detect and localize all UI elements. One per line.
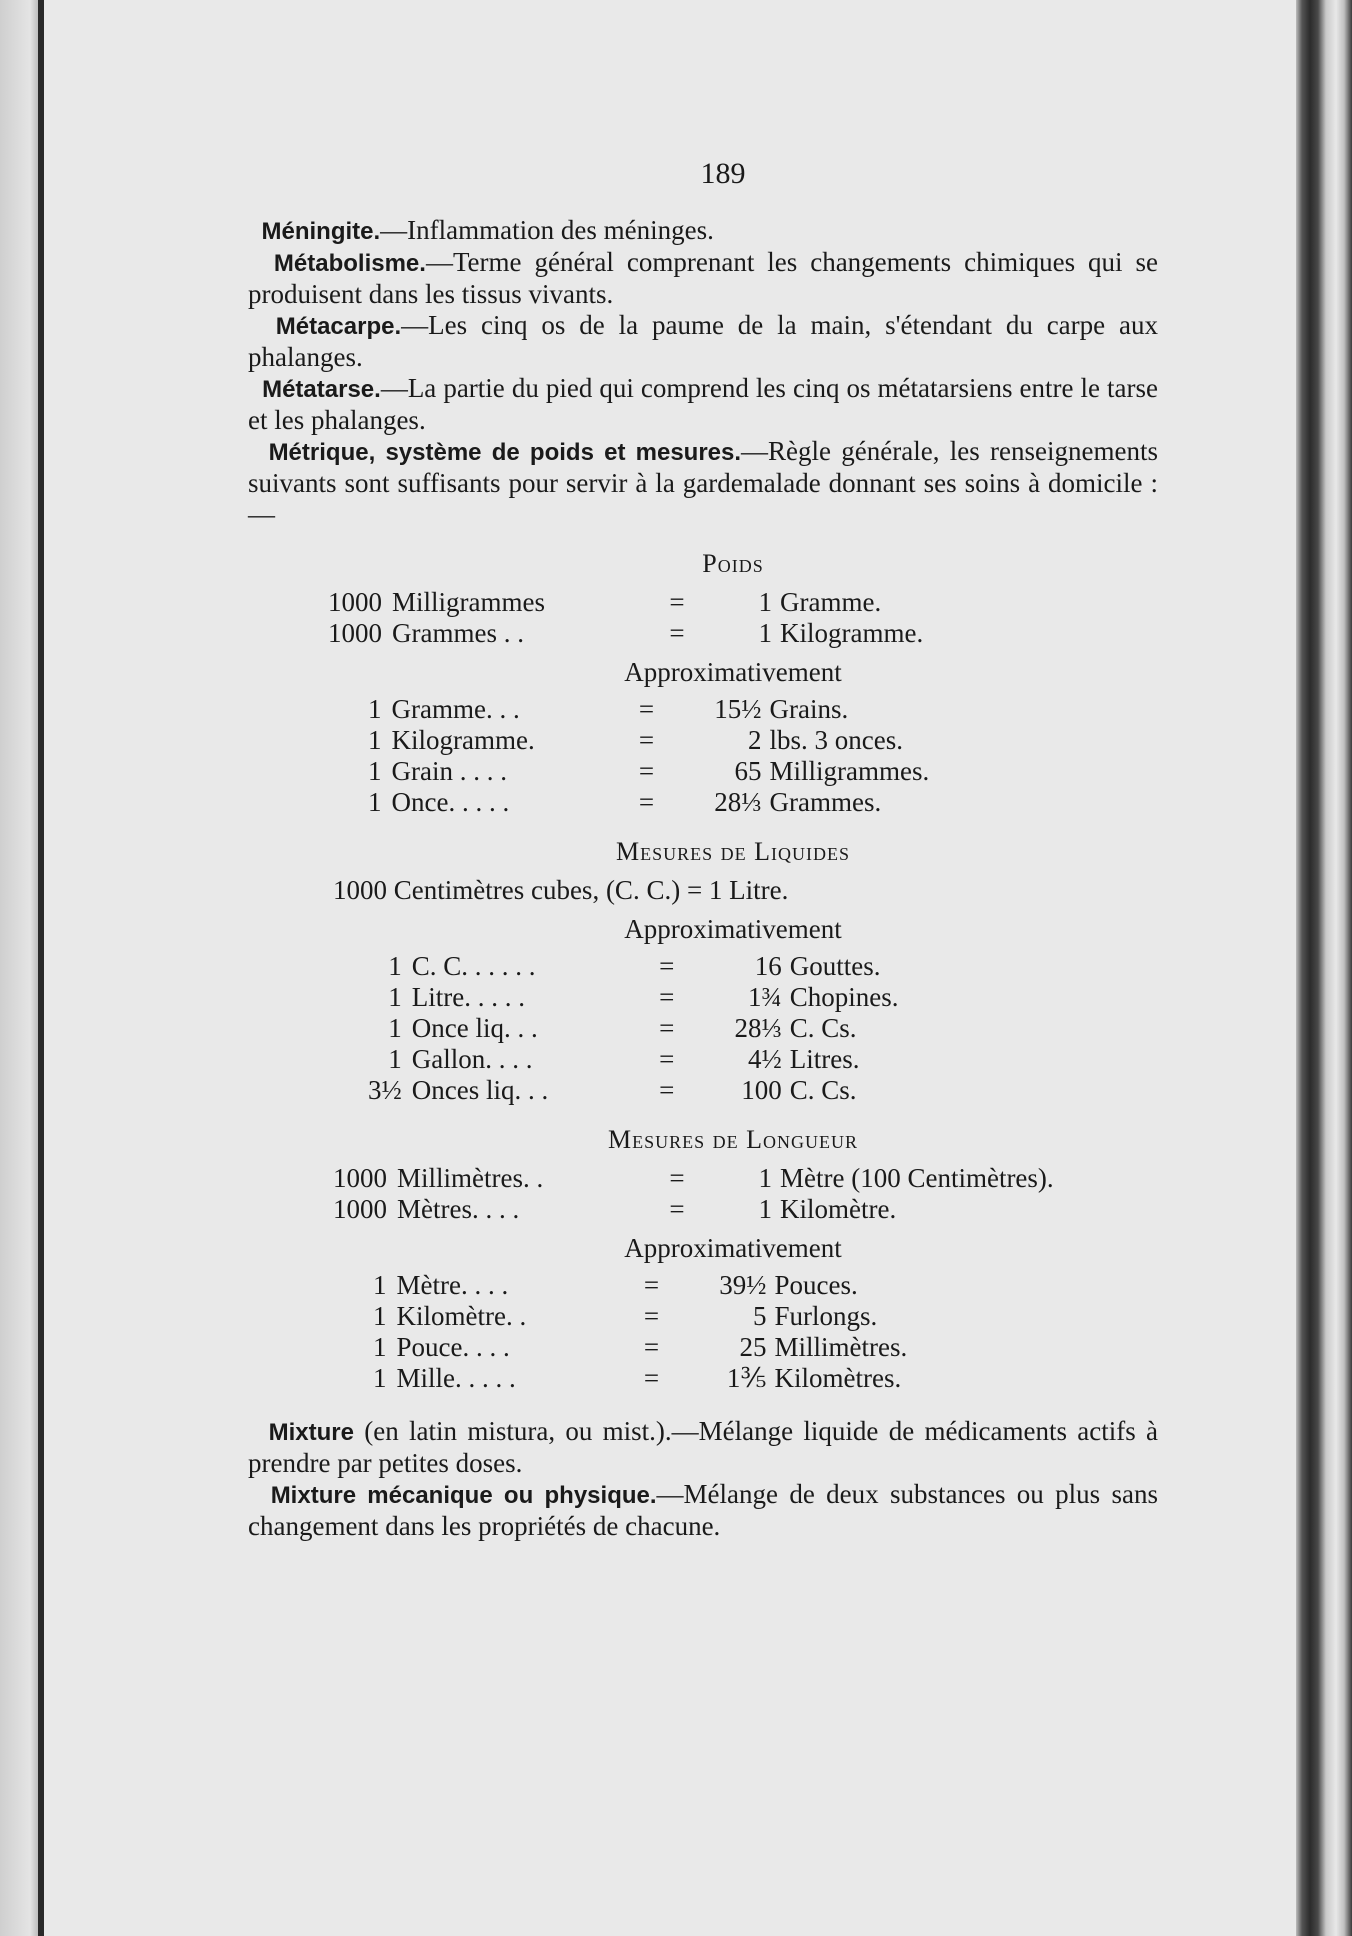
table-row: 1000 Grammes . . = 1 Kilogramme. bbox=[328, 618, 924, 648]
section-title-poids: Poids bbox=[702, 549, 764, 578]
book-spine-edge bbox=[1296, 0, 1352, 1936]
table-row: 1 C. C. . . . . . = 16 Gouttes. bbox=[388, 951, 881, 981]
entry-metacarpe: Métacarpe.—Les cinq os de la paume de la main, s'étendant du carpe aux phalanges. bbox=[248, 310, 1159, 372]
liquides-main-line: 1000 Centimètres cubes, (C. C.) = 1 Litre. bbox=[333, 875, 789, 905]
table-row: 1 Grain . . . . = 65 Milligrammes. bbox=[368, 756, 930, 786]
table-longueur-approx bbox=[373, 1270, 907, 1394]
entry-metrique: Métrique, système de poids et mesures.—Règle générale, les renseignements suivants sont suffisants pour servir à la gardemalade donnant ses soins à domicile :— bbox=[248, 436, 1158, 529]
table-poids-approx bbox=[368, 694, 929, 818]
table-row: 1 Once liq. . . = 28⅓ C. Cs. bbox=[388, 1013, 857, 1043]
table-row: 1 Gallon. . . . = 4½ Litres. bbox=[388, 1044, 860, 1074]
table-row: 1000 Milligrammes = 1 Gramme. bbox=[328, 587, 882, 617]
entry-mixture-mecanique: Mixture mécanique ou physique.—Mélange de deux substances ou plus sans changement dans les propriétés de chacune. bbox=[248, 1479, 1158, 1541]
entry-metatarse: Métatarse.—La partie du pied qui comprend les cinq os métatarsiens entre le tarse et les phalanges. bbox=[248, 373, 1158, 435]
table-row: 1 Pouce. . . . = 25 Millimètres. bbox=[373, 1332, 908, 1362]
table-row: 3½ Onces liq. . . = 100 C. Cs. bbox=[368, 1075, 857, 1105]
table-row: 1000 Mètres. . . . = 1 Kilomètre. bbox=[333, 1194, 897, 1224]
approx-label-longueur: Approximativement bbox=[624, 1233, 842, 1263]
table-row: 1 Litre. . . . . = 1¾ Chopines. bbox=[388, 982, 899, 1012]
approx-label-poids: Approximativement bbox=[624, 657, 842, 687]
table-row: 1 Mille. . . . . = 1⅗ Kilomètres. bbox=[373, 1363, 902, 1393]
table-longueur bbox=[333, 1163, 1054, 1225]
page-left-edge bbox=[0, 0, 38, 1936]
table-liquides-approx bbox=[368, 951, 899, 1106]
entries-top bbox=[248, 215, 1158, 530]
table-poids bbox=[328, 587, 923, 649]
table-row: 1 Kilogramme. = 2 lbs. 3 onces. bbox=[368, 725, 903, 755]
table-row: 1 Gramme. . . = 15½ Grains. bbox=[368, 694, 849, 724]
table-row: 1 Kilomètre. . = 5 Furlongs. bbox=[373, 1301, 878, 1331]
entries-bottom bbox=[248, 1416, 1158, 1542]
entry-metabolisme: Métabolisme.—Terme général comprenant les changements chimiques qui se produisent dans les tissus vivants. bbox=[248, 247, 1158, 309]
approx-label-liquides: Approximativement bbox=[624, 914, 842, 944]
page-number: 189 bbox=[700, 157, 746, 190]
section-title-liquides: Mesures de Liquides bbox=[615, 837, 850, 866]
entry-meningite: Méningite.—Inflammation des méninges. bbox=[261, 215, 714, 245]
entry-mixture: Mixture (en latin mistura, ou mist.).—Mélange liquide de médicaments actifs à prendre par petites doses. bbox=[248, 1416, 1159, 1478]
table-row: 1 Once. . . . . = 28⅓ Grammes. bbox=[368, 787, 882, 817]
table-row: 1000 Millimètres. . = 1 Mètre (100 Centimètres). bbox=[333, 1163, 1054, 1193]
table-row: 1 Mètre. . . . = 39½ Pouces. bbox=[373, 1270, 858, 1300]
section-title-longueur: Mesures de Longueur bbox=[607, 1125, 858, 1154]
page-content bbox=[248, 158, 1158, 1542]
